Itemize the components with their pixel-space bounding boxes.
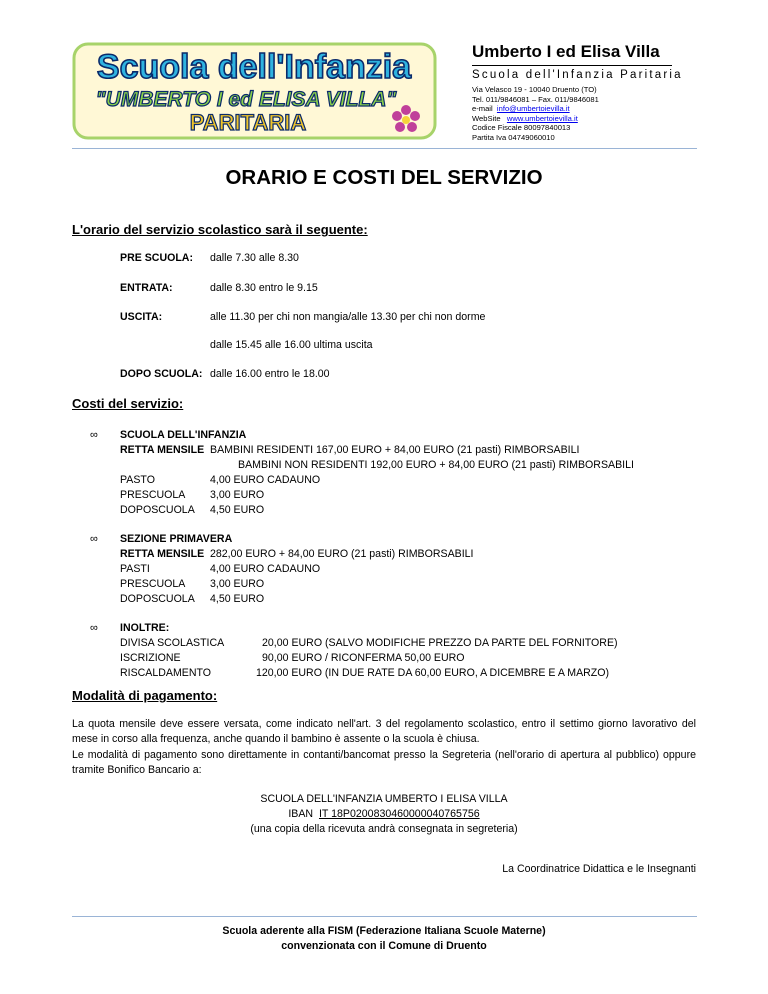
primavera-retta-label: RETTA MENSILE [120,548,205,560]
phone: Tel. 011/9846081 – Fax. 011/9846081 [472,94,599,104]
header-rule [472,65,672,66]
school-name: Umberto I ed Elisa Villa [472,42,660,61]
codice-fiscale: Codice Fiscale 80097840013 [472,123,571,133]
bullet-icon: ∞ [90,429,98,441]
uscita-value-2: dalle 15.45 alle 16.00 ultima uscita [210,339,373,351]
primavera-pasti-value: 4,00 EURO CADAUNO [210,563,321,575]
infanzia-retta-value-1: BAMBINI RESIDENTI 167,00 EURO + 84,00 EURO (21 pasti) RIMBORSABILI [210,444,580,456]
footer-line-1: Scuola aderente alla FISM (Federazione Italiana Scuole Materne) [222,925,546,937]
iban-value: IT 18P0200830460000040765756 [318,808,480,820]
school-logo [72,42,437,140]
primavera-title: SEZIONE PRIMAVERA [120,533,233,545]
email-link[interactable]: info@umbertoievilla.it [496,104,570,114]
iban-row [72,807,696,822]
email-label: e-mail [472,104,493,114]
beneficiario: SCUOLA DELL'INFANZIA UMBERTO I ELISA VILLA [260,793,508,805]
pagamento-paragraph-2: Le modalità di pagamento sono direttamente in contanti/bancomat presso la Segreteria (nell'orario di apertura al pubblico) oppure tramite Bonifico Bancario a: [72,749,696,777]
riscaldamento-label: RISCALDAMENTO [120,667,212,679]
primavera-retta-value: 282,00 EURO + 84,00 EURO (21 pasti) RIMBORSABILI [210,548,474,560]
primavera-prescuola-label: PRESCUOLA [120,578,186,590]
pre-scuola-value: dalle 7.30 alle 8.30 [210,252,299,264]
ricevuta-note: (una copia della ricevuta andrà consegnata in segreteria) [250,823,518,835]
infanzia-doposcuola-value: 4,50 EURO [210,504,265,516]
primavera-doposcuola-label: DOPOSCUOLA [120,593,195,605]
address: Via Velasco 19 - 10040 Druento (TO) [472,85,597,94]
entrata-label: ENTRATA: [120,282,173,294]
dopo-scuola-value: dalle 16.00 entro le 18.00 [210,368,330,380]
infanzia-prescuola-value: 3,00 EURO [210,489,265,501]
school-subtitle: Scuola dell'Infanzia Paritaria [472,69,683,81]
uscita-value-1: alle 11.30 per chi non mangia/alle 13.30 per chi non dorme [210,311,486,323]
contact-info [472,85,599,143]
logo-line1: Scuola dell'Infanzia [96,48,412,86]
bullet-icon: ∞ [90,622,98,634]
uscita-label: USCITA: [120,311,163,323]
primavera-pasti-label: PASTI [120,563,150,575]
pagamento-paragraph-1: La quota mensile deve essere versata, come indicato nell'art. 3 del regolamento scolastico, entro il settimo giorno lavorativo del mese in corso alla frequenza, anche quando il bambino è assente o la scuola è chiusa. [72,718,696,746]
orario-heading: L'orario del servizio scolastico sarà il seguente: [72,222,368,237]
primavera-doposcuola-value: 4,50 EURO [210,593,265,605]
footer [72,924,696,955]
iscrizione-value: 90,00 EURO / RICONFERMA 50,00 EURO [262,652,465,664]
web-label: WebSite [472,113,501,123]
footer-divider [72,916,697,917]
logo-line3: PARITARIA [189,110,307,135]
web-row [472,114,599,124]
riscaldamento-value: 120,00 EURO (IN DUE RATE DA 60,00 EURO, A DICEMBRE E A MARZO) [256,667,610,679]
iban-label: IBAN [288,808,314,820]
divisa-value: 20,00 EURO (SALVO MODIFICHE PREZZO DA PARTE DEL FORNITORE) [262,637,618,649]
infanzia-retta-label: RETTA MENSILE [120,444,205,456]
partita-iva: Partita Iva 04749060010 [472,132,555,142]
pagamento-heading: Modalità di pagamento: [72,688,218,703]
infanzia-retta-value-2: BAMBINI NON RESIDENTI 192,00 EURO + 84,00 EURO (21 pasti) RIMBORSABILI [238,459,634,471]
footer-line-2: convenzionata con il Comune di Druento [281,940,487,953]
infanzia-pasto-label: PASTO [120,474,155,486]
inoltre-title: INOLTRE: [120,622,170,634]
entrata-value: dalle 8.30 entro le 9.15 [210,282,318,294]
infanzia-prescuola-label: PRESCUOLA [120,489,186,501]
pre-scuola-label: PRE SCUOLA: [120,252,193,264]
dopo-scuola-label: DOPO SCUOLA: [120,368,203,380]
costi-heading: Costi del servizio: [72,396,184,411]
infanzia-title: SCUOLA DELL'INFANZIA [120,429,247,441]
iscrizione-label: ISCRIZIONE [120,652,181,664]
divisa-label: DIVISA SCOLASTICA [120,637,225,649]
infanzia-pasto-value: 4,00 EURO CADAUNO [210,474,321,486]
signature: La Coordinatrice Didattica e le Insegnanti [502,863,696,875]
page-title: ORARIO E COSTI DEL SERVIZIO [225,166,543,189]
bullet-icon: ∞ [90,533,98,545]
header-divider [72,148,697,149]
primavera-prescuola-value: 3,00 EURO [210,578,265,590]
email-row [472,104,599,114]
infanzia-doposcuola-label: DOPOSCUOLA [120,504,195,516]
logo-line2: "UMBERTO I ed ELISA VILLA" [95,88,397,111]
website-link[interactable]: www.umbertoievilla.it [506,113,578,123]
